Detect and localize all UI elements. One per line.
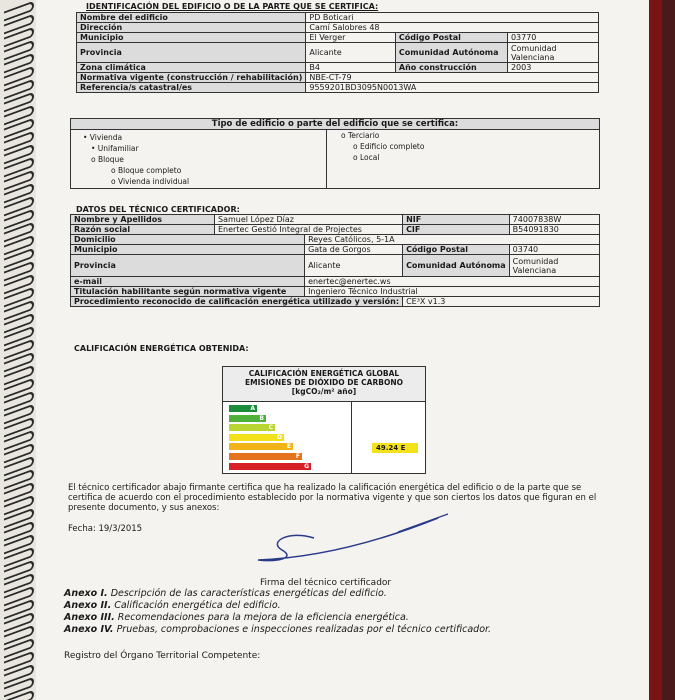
cell-value: Comunidad Valenciana [509,255,599,277]
table-row [71,287,600,297]
cell-label: e-mail [71,277,305,287]
cell-value: Samuel López Díaz [215,215,403,225]
cell-value: 03740 [509,245,599,255]
rating-title-3: [kgCO₂/m² año] [291,387,357,396]
cell-value: B4 [306,63,396,73]
energy-rating-box [222,366,426,474]
cell-value: 03770 [507,33,598,43]
cell-label: Año construcción [395,63,507,73]
rating-bar-f: F [229,453,302,460]
cell-value: Enertec Gestió Integral de Projectes [215,225,403,235]
date-text: Fecha: 19/3/2015 [68,524,143,534]
cell-label: Municipio [77,33,306,43]
cell-value: Gata de Gorgos [305,245,403,255]
cell-label: Provincia [77,43,306,63]
table-row [71,255,600,277]
signature-label: Firma del técnico certificador [260,578,392,588]
table-row [71,215,600,225]
option-edificio-completo: o Edificio completo [353,142,425,151]
cell-label: Razón social [71,225,215,235]
table-row [77,33,599,43]
rating-title-1: CALIFICACIÓN ENERGÉTICA GLOBAL [248,369,400,378]
cell-label: Provincia [71,255,305,277]
cell-label: Nombre del edificio [77,13,306,23]
annex-item: Anexo IV. Pruebas, comprobaciones e inspecciones realizadas por el técnico certificador. [64,624,492,635]
cell-value: 2003 [507,63,598,73]
table-row [71,245,600,255]
table-row [77,23,599,33]
option-local: o Local [353,153,380,162]
signature-icon [248,510,468,570]
registry-label: Registro del Órgano Territorial Competente: [64,651,261,661]
option-vivienda-individual: o Vivienda individual [111,177,190,186]
cell-label: Domicilio [71,235,305,245]
cell-value: B54091830 [509,225,599,235]
cell-value: Alicante [306,43,396,63]
option-bloque-completo: o Bloque completo [111,166,182,175]
annex-list [64,588,491,636]
annex-item: Anexo III. Recomendaciones para la mejora de la eficiencia energética. [64,612,409,623]
background-edge [649,0,662,700]
cell-value: CE³X v1.3 [403,297,600,307]
table-row [71,235,600,245]
table-row [77,83,599,93]
cell-label: CIF [403,225,510,235]
cell-label: Nombre y Apellidos [71,215,215,225]
cell-label: Comunidad Autónoma [395,43,507,63]
certificate-page [36,0,662,700]
table-row [71,225,600,235]
rating-bar-a: A [229,405,257,412]
rating-bar-d: D [229,434,284,441]
cell-label: Código Postal [395,33,507,43]
rating-box-header [223,367,425,402]
cell-label: Zona climática [77,63,306,73]
annex-item: Anexo I. Descripción de las características energéticas del edificio. [64,588,387,599]
cell-value: Ingeniero Técnico Industrial [305,287,600,297]
table-row [77,13,599,23]
rating-bar-g: G [229,463,311,470]
cell-value: Reyes Católicos, 5-1A [305,235,600,245]
rating-result-badge: 49.24 E [372,443,418,453]
cell-label: Procedimiento reconocido de calificación energética utilizado y versión: [71,297,403,307]
rating-bar-e: E [229,443,293,450]
option-bloque: o Bloque [91,155,124,164]
rating-bar-b: B [229,415,266,422]
building-type-title: Tipo de edificio o parte del edificio que se certifica: [71,119,599,130]
building-table [76,12,599,93]
cell-value: El Verger [306,33,396,43]
cell-value: NBE-CT-79 [306,73,599,83]
cell-value: enertec@enertec.ws [305,277,600,287]
building-type-box [70,118,600,189]
technician-table [70,214,600,307]
cell-label: NIF [403,215,510,225]
cell-label: Referencia/s catastral/es [77,83,306,93]
table-row [77,63,599,73]
cell-value: Alicante [305,255,403,277]
cell-value: Comunidad Valenciana [507,43,598,63]
cell-value: 9559201BD3095N0013WA [306,83,599,93]
table-row [71,277,600,287]
cell-label: Comunidad Autónoma [403,255,510,277]
cell-label: Dirección [77,23,306,33]
cell-value: Camí Salobres 48 [306,23,599,33]
technician-section-title: DATOS DEL TÉCNICO CERTIFICADOR: [76,205,240,214]
option-unifamiliar: • Unifamiliar [91,144,139,153]
rating-bar-c: C [229,424,275,431]
certification-statement: El técnico certificador abajo firmante certifica que ha realizado la calificación energética del edificio o de la parte que se certifica de acuerdo con el procedimiento establecido por la normativa vigente y que son ciertos los datos que figuran en el presente documento, y sus anexos: [68,483,597,513]
cell-label: Municipio [71,245,305,255]
cell-value: 74007838W [509,215,599,225]
table-row [77,43,599,63]
table-row [71,297,600,307]
option-vivienda: • Vivienda [83,133,123,142]
cell-label: Titulación habilitante según normativa vigente [71,287,305,297]
rating-section-title: CALIFICACIÓN ENERGÉTICA OBTENIDA: [74,344,249,353]
rating-title-2: EMISIONES DE DIÓXIDO DE CARBONO [244,378,404,387]
divider [326,130,327,189]
cell-value: PD Boticari [306,13,599,23]
cell-label: Código Postal [403,245,510,255]
annex-item: Anexo II. Calificación energética del edificio. [64,600,281,611]
divider [351,402,352,474]
building-section-title: IDENTIFICACIÓN DEL EDIFICIO O DE LA PARTE QUE SE CERTIFICA: [86,2,379,11]
option-terciario: o Terciario [341,131,380,140]
cell-label: Normativa vigente (construcción / rehabilitación) [77,73,306,83]
table-row [77,73,599,83]
